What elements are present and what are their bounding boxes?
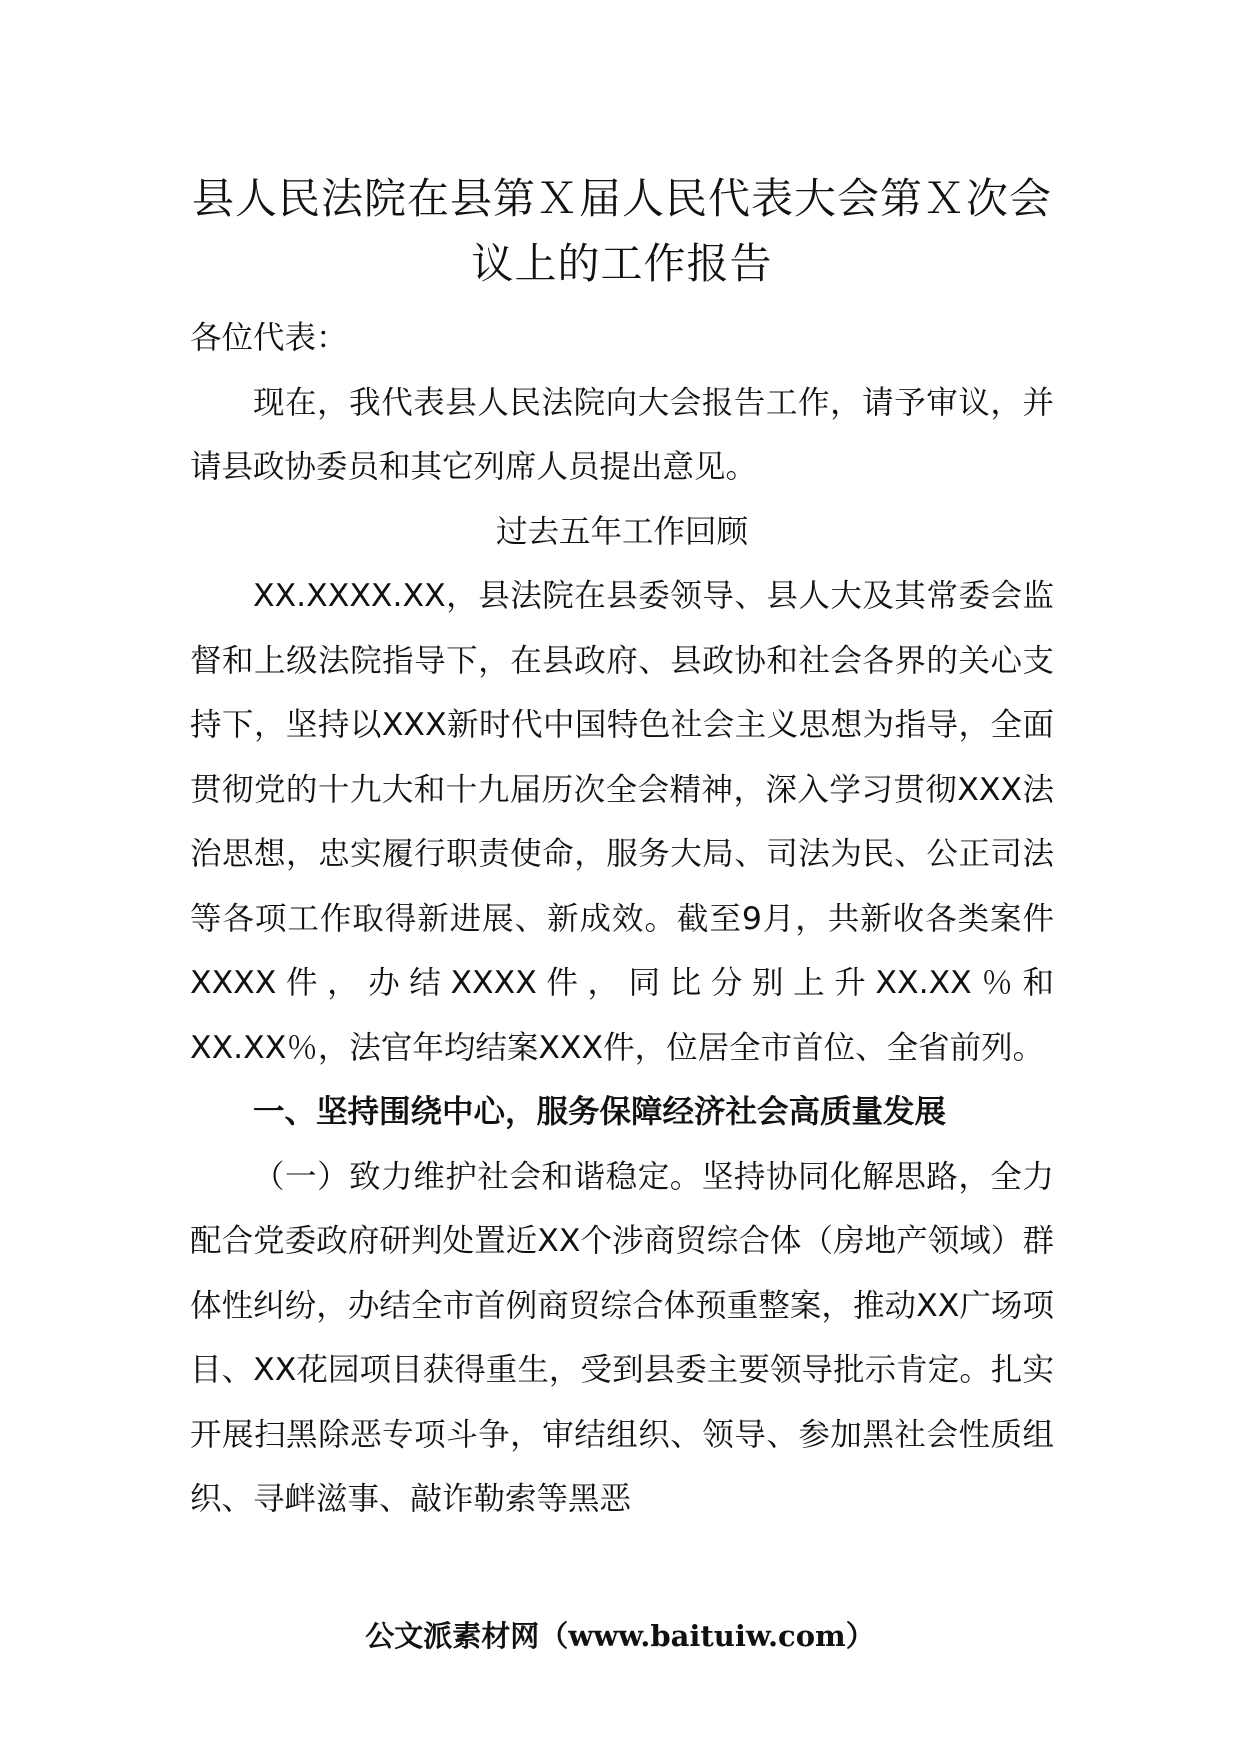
section-title: 过去五年工作回顾 bbox=[495, 513, 748, 550]
sub-paragraph: （一）致力维护社会和谐稳定。坚持协同化解思路，全力配合党委政府研判处置近XX个涉商贸综合体（房地产领域）群体性纠纷，办结全市首例商贸综合体预重整案，推动XX广场项目、XX花园项目获得重生，受到县委主要领导批示肯定。扎实开展扫黑除恶专项斗争，审结组织、领导、参加黑社会性质组织、寻衅滋事、敲诈勒索等黑恶 bbox=[190, 1158, 1054, 1517]
document-title: 县人民法院在县第Ｘ届人民代表大会第Ｘ次会议上的工作报告 bbox=[191, 174, 1052, 288]
heading-one: 一、坚持围绕中心，服务保障经济社会高质量发展 bbox=[253, 1094, 947, 1130]
footer-watermark: 公文派素材网（www.baituiw.com） bbox=[365, 1619, 875, 1653]
salutation: 各位代表： bbox=[190, 320, 348, 356]
review-paragraph: XX.XXXX.XX，县法院在县委领导、县人大及其常委会监督和上级法院指导下，在县政府、县政协和社会各界的关心支持下，坚持以XXX新时代中国特色社会主义思想为指导，全面贯彻党的十九大和十九届历次全会精神，深入学习贯彻XXX法治思想，忠实履行职责使命，服务大局、司法为民、公正司法等各项工作取得新进展、新成效。截至9月，共新收各类案件XXXX件，办结XXXX件，同比分别上升XX.XX％和XX.XX％，法官年均结案XXX件，位居全市首位、全省前列。 bbox=[190, 578, 1054, 1066]
document-body bbox=[190, 306, 1054, 1532]
intro-paragraph: 现在，我代表县人民法院向大会报告工作，请予审议，并请县政协委员和其它列席人员提出意见。 bbox=[190, 384, 1054, 485]
